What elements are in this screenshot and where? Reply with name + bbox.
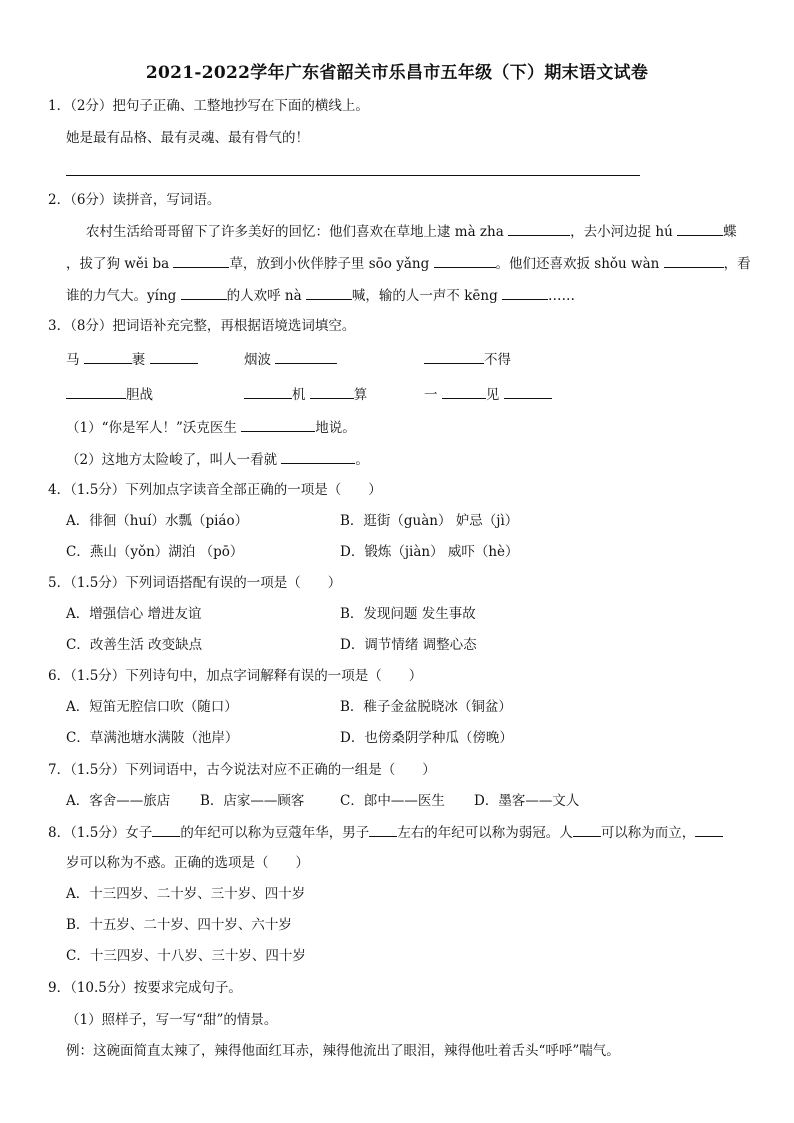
q9-sub1: （1）照样子，写一写“甜”的情景。 <box>66 1012 278 1028</box>
q3-sentence-1 <box>66 417 356 438</box>
q5-option-c[interactable]: C．改善生活 改变缺点 <box>66 637 203 653</box>
q3-blank-6[interactable] <box>244 384 292 399</box>
q3-word-3 <box>424 349 511 370</box>
q8-s1: 8．（1.5分）女子 <box>48 825 153 841</box>
q4-option-d[interactable]: D．锻炼（jiàn） 威吓（hè） <box>340 544 519 560</box>
q2-text-2c: 。他们还喜欢扳 shǒu wàn <box>495 256 660 272</box>
q2-text-1c: 蝶 <box>723 224 737 240</box>
blank-na[interactable] <box>306 285 352 300</box>
q3-w2: 烟波 <box>244 352 271 368</box>
q2-text-2a: ，拔了狗 wěi ba <box>66 256 170 272</box>
q2-line3 <box>66 285 575 306</box>
q7-option-d[interactable]: D．墨客——文人 <box>474 793 580 809</box>
q8-blank-2[interactable] <box>369 822 397 837</box>
q8-blank-3[interactable] <box>573 822 601 837</box>
q3-w1b: 裹 <box>131 352 146 368</box>
blank-mazha[interactable] <box>508 221 570 236</box>
q8-stem-line1 <box>48 822 723 843</box>
q8-option-a[interactable]: A．十三四岁、二十岁、三十岁、四十岁 <box>66 886 306 902</box>
q6-option-d[interactable]: D．也傍桑阴学种瓜（傍晚） <box>340 730 513 746</box>
q3-blank-2[interactable] <box>150 349 198 364</box>
q3-word-6 <box>424 384 552 405</box>
q5-option-b[interactable]: B．发现问题 发生事故 <box>340 606 476 622</box>
q3-s1b: 地说。 <box>315 420 356 436</box>
q8-s2: 的年纪可以称为豆蔻年华，男子 <box>180 825 370 841</box>
q3-w5b: 算 <box>353 387 368 403</box>
q4-option-b[interactable]: B．逛街（guàn） 妒忌（jì） <box>340 513 519 529</box>
q3-word-5 <box>244 384 367 405</box>
q2-line2 <box>66 253 751 274</box>
blank-ying[interactable] <box>181 285 227 300</box>
q9-stem: 9．（10.5分）按要求完成句子。 <box>48 980 242 996</box>
q3-w5a: 机 <box>292 387 306 403</box>
q7-option-c[interactable]: C．郎中——医生 <box>340 793 445 809</box>
q3-s1a: （1）“你是军人！”沃克医生 <box>66 420 237 436</box>
q4-stem: 4．（1.5分）下列加点字读音全部正确的一项是（ ） <box>48 482 382 498</box>
q8-blank-1[interactable] <box>152 822 180 837</box>
q3-w6b: 见 <box>485 387 500 403</box>
q2-text-2b: 草，放到小伙伴脖子里 sōo yǎng <box>229 256 430 272</box>
q5-stem: 5．（1.5分）下列词语搭配有误的一项是（ ） <box>48 575 342 591</box>
q6-option-a[interactable]: A．短笛无腔信口吹（随口） <box>66 699 238 715</box>
q2-text-3a: 谁的力气大。yíng <box>66 288 177 304</box>
q2-text-3d: …… <box>548 288 576 304</box>
blank-shouwan[interactable] <box>664 253 724 268</box>
q3-w3: 不得 <box>484 352 511 368</box>
blank-weiba[interactable] <box>173 253 229 268</box>
q3-word-1 <box>66 349 198 370</box>
q2-text-1: 农村生活给哥哥留下了许多美好的回忆：他们喜欢在草地上逮 mà zha <box>86 224 504 240</box>
q6-option-b[interactable]: B．稚子金盆脱晓冰（铜盆） <box>340 699 512 715</box>
q3-word-2 <box>244 349 337 370</box>
blank-hudie[interactable] <box>677 221 723 236</box>
q3-blank-8[interactable] <box>442 384 486 399</box>
page-title: 2021-2022学年广东省韶关市乐昌市五年级（下）期末语文试卷 <box>145 63 649 83</box>
q3-blank-4[interactable] <box>424 349 484 364</box>
q3-s2a: （2）这地方太险峻了，叫人一看就 <box>66 452 278 468</box>
q3-sentence-2 <box>66 449 369 470</box>
q2-text-3b: 的人欢呼 nà <box>226 288 302 304</box>
q1-stem: 1．（2分）把句子正确、工整地抄写在下面的横线上。 <box>48 98 369 114</box>
q5-option-d[interactable]: D．调节情绪 调整心态 <box>340 637 477 653</box>
q3-s2b: 。 <box>355 452 369 468</box>
q3-blank-3[interactable] <box>275 349 337 364</box>
blank-saoyang[interactable] <box>434 253 496 268</box>
q3-blank-5[interactable] <box>66 384 126 399</box>
q6-option-c[interactable]: C．草满池塘水满陂（池岸） <box>66 730 239 746</box>
q2-text-1b: ，去小河边捉 hú <box>570 224 673 240</box>
q3-blank-9[interactable] <box>504 384 552 399</box>
q6-stem: 6．（1.5分）下列诗句中，加点字词解释有误的一项是（ ） <box>48 668 423 684</box>
q3-blank-10[interactable] <box>241 417 315 432</box>
q3-w1a: 马 <box>66 352 80 368</box>
q8-stem-line2: 岁可以称为不惑。正确的选项是（ ） <box>66 855 309 871</box>
q8-option-c[interactable]: C．十三四岁、十八岁、三十岁、四十岁 <box>66 948 306 964</box>
q7-option-b[interactable]: B．店家——顾客 <box>200 793 305 809</box>
blank-keng[interactable] <box>502 285 548 300</box>
q3-blank-7[interactable] <box>310 384 354 399</box>
q8-s4: 可以称为而立， <box>600 825 696 841</box>
q7-option-a[interactable]: A．客舍——旅店 <box>66 793 171 809</box>
q2-text-2d: ，看 <box>723 256 751 272</box>
q5-option-a[interactable]: A．增强信心 增进友谊 <box>66 606 202 622</box>
q2-stem: 2．（6分）读拼音，写词语。 <box>48 192 221 208</box>
q4-option-c[interactable]: C．燕山（yǒn）湖泊 （pō） <box>66 544 244 560</box>
q7-stem: 7．（1.5分）下列词语中，古今说法对应不正确的一组是（ ） <box>48 762 436 778</box>
q3-w4: 胆战 <box>126 387 153 403</box>
q8-blank-4[interactable] <box>695 822 723 837</box>
q9-example: 例：这碗面简直太辣了，辣得他面红耳赤，辣得他流出了眼泪，辣得他吐着舌头“呼呼”喘气。 <box>66 1043 620 1059</box>
q3-word-4 <box>66 384 153 405</box>
q8-option-b[interactable]: B．十五岁、二十岁、四十岁、六十岁 <box>66 917 292 933</box>
q3-blank-11[interactable] <box>281 449 355 464</box>
q8-s3: 左右的年纪可以称为弱冠。人 <box>397 825 573 841</box>
q2-line1 <box>86 221 737 242</box>
q3-blank-1[interactable] <box>84 349 132 364</box>
q1-answer-line[interactable] <box>66 175 640 176</box>
q2-text-3c: 喊，输的人一声不 kēng <box>351 288 498 304</box>
q1-sentence: 她是最有品格、最有灵魂、最有骨气的！ <box>66 130 309 146</box>
q3-w6a: 一 <box>424 387 438 403</box>
q4-option-a[interactable]: A．徘徊（huí）水瓢（piáo） <box>66 513 249 529</box>
q3-stem: 3．（8分）把词语补充完整，再根据语境选词填空。 <box>48 318 356 334</box>
